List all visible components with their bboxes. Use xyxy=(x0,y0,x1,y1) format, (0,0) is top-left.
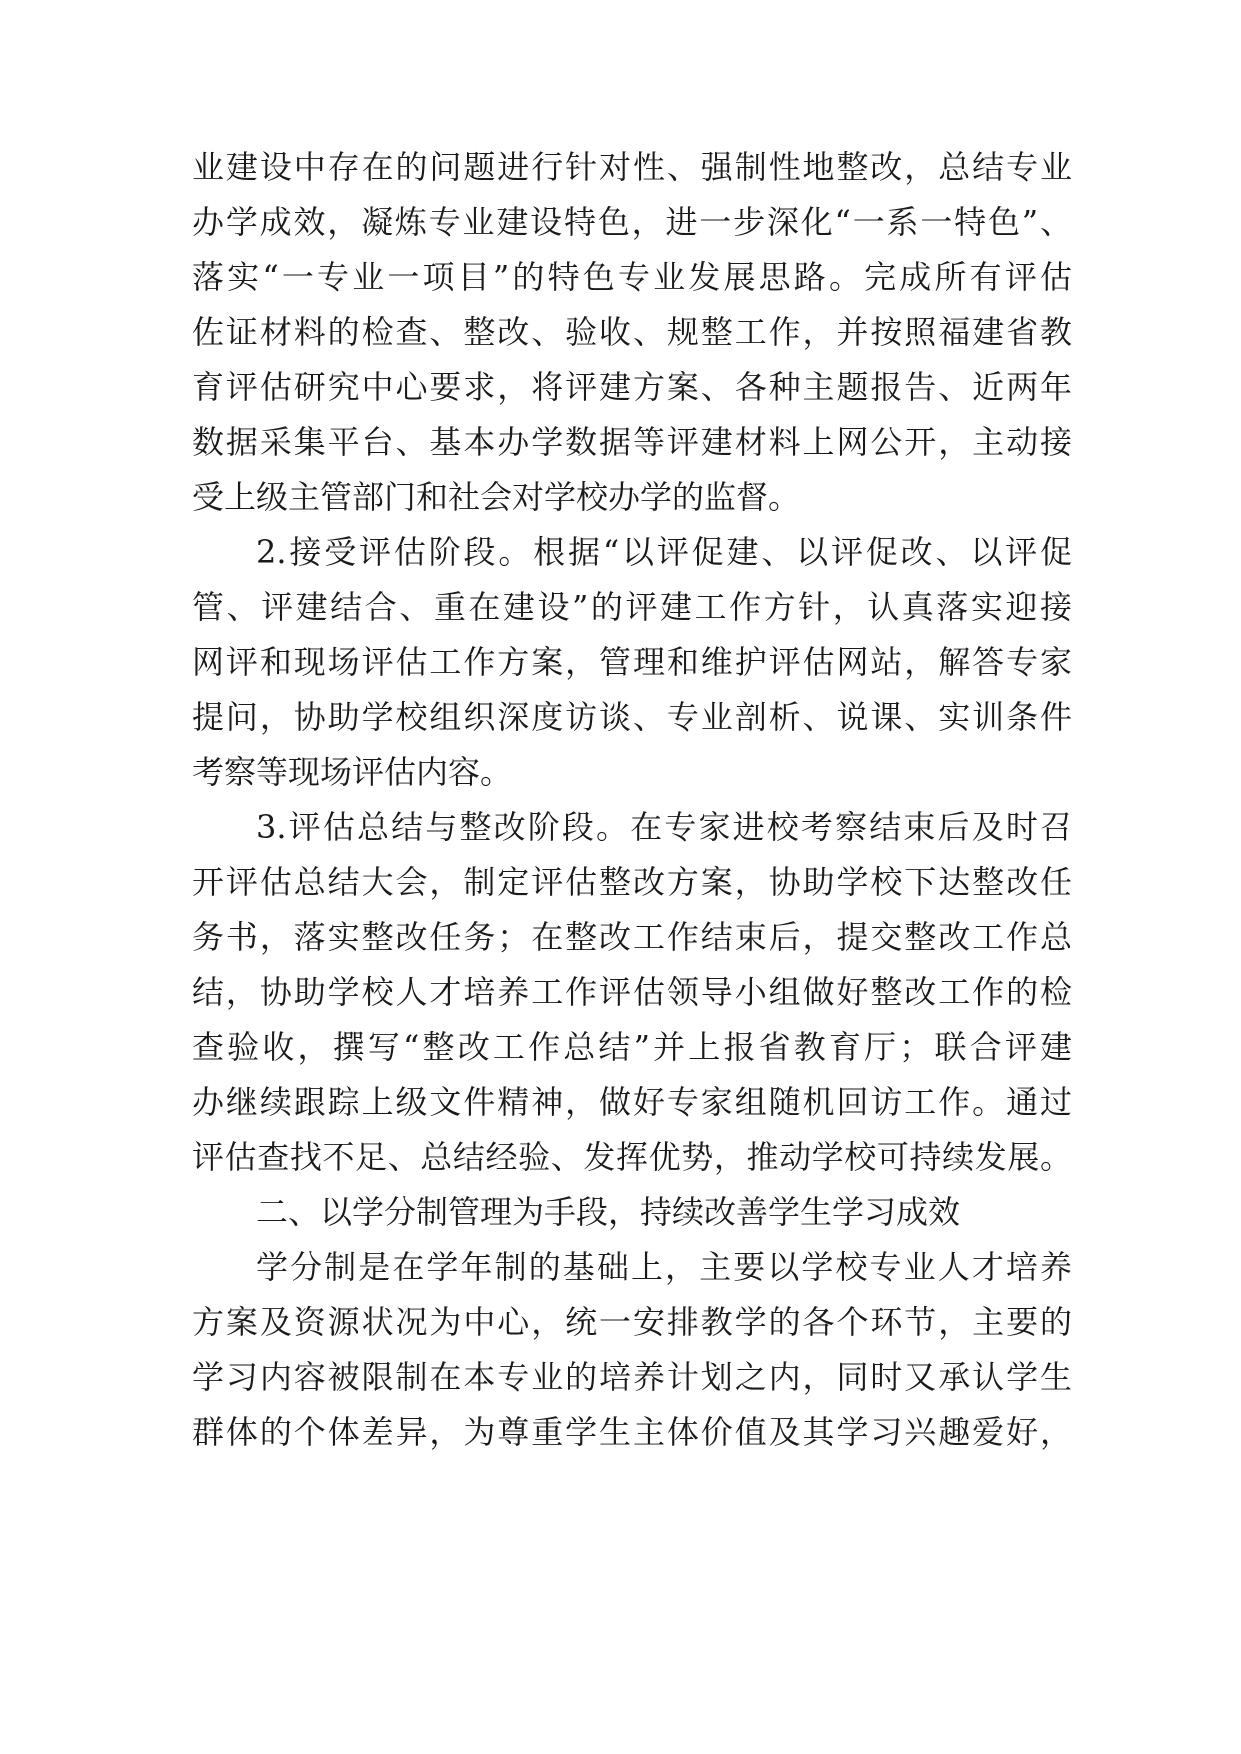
text-line: 评估查找不足、总结经验、发挥优势，推动学校可持续发展。 xyxy=(192,1138,1072,1176)
text-line: 务书，落实整改任务；在整改工作结束后，提交整改工作总 xyxy=(192,918,1072,956)
text-line: 佐证材料的检查、整改、验收、规整工作，并按照福建省教 xyxy=(192,313,1072,351)
text-line: 业建设中存在的问题进行针对性、强制性地整改，总结专业 xyxy=(192,148,1072,186)
text-line: 落实“一专业一项目”的特色专业发展思路。完成所有评估 xyxy=(192,258,1072,296)
text-line: 结，协助学校人才培养工作评估领导小组做好整改工作的检 xyxy=(192,973,1072,1011)
section-heading: 二、以学分制管理为手段，持续改善学生学习成效 xyxy=(256,1193,961,1231)
text-line: 考察等现场评估内容。 xyxy=(192,753,513,791)
text-line: 方案及资源状况为中心，统一安排教学的各个环节，主要的 xyxy=(192,1303,1072,1341)
text-line: 办继续跟踪上级文件精神，做好专家组随机回访工作。通过 xyxy=(192,1083,1072,1121)
text-line: 育评估研究中心要求，将评建方案、各种主题报告、近两年 xyxy=(192,368,1072,406)
text-line: 网评和现场评估工作方案，管理和维护评估网站，解答专家 xyxy=(192,643,1072,681)
text-line: 查验收，撰写“整改工作总结”并上报省教育厅；联合评建 xyxy=(192,1028,1072,1066)
paragraph-start-line: 3.评估总结与整改阶段。在专家进校考察结束后及时召 xyxy=(256,808,1072,846)
text-line: 数据采集平台、基本办学数据等评建材料上网公开，主动接 xyxy=(192,423,1072,461)
text-line: 提问，协助学校组织深度访谈、专业剖析、说课、实训条件 xyxy=(192,698,1072,736)
text-line: 管、评建结合、重在建设”的评建工作方针，认真落实迎接 xyxy=(192,588,1072,626)
text-line: 受上级主管部门和社会对学校办学的监督。 xyxy=(192,478,801,516)
text-line: 学习内容被限制在本专业的培养计划之内，同时又承认学生 xyxy=(192,1358,1072,1396)
text-line: 办学成效，凝炼专业建设特色，进一步深化“一系一特色”、 xyxy=(192,203,1072,241)
text-line: 开评估总结大会，制定评估整改方案，协助学校下达整改任 xyxy=(192,863,1072,901)
paragraph-start-line: 2.接受评估阶段。根据“以评促建、以评促改、以评促 xyxy=(256,533,1072,571)
paragraph-start-line: 学分制是在学年制的基础上，主要以学校专业人才培养 xyxy=(256,1248,1072,1286)
text-line: 群体的个体差异，为尊重学生主体价值及其学习兴趣爱好， xyxy=(192,1413,1072,1451)
